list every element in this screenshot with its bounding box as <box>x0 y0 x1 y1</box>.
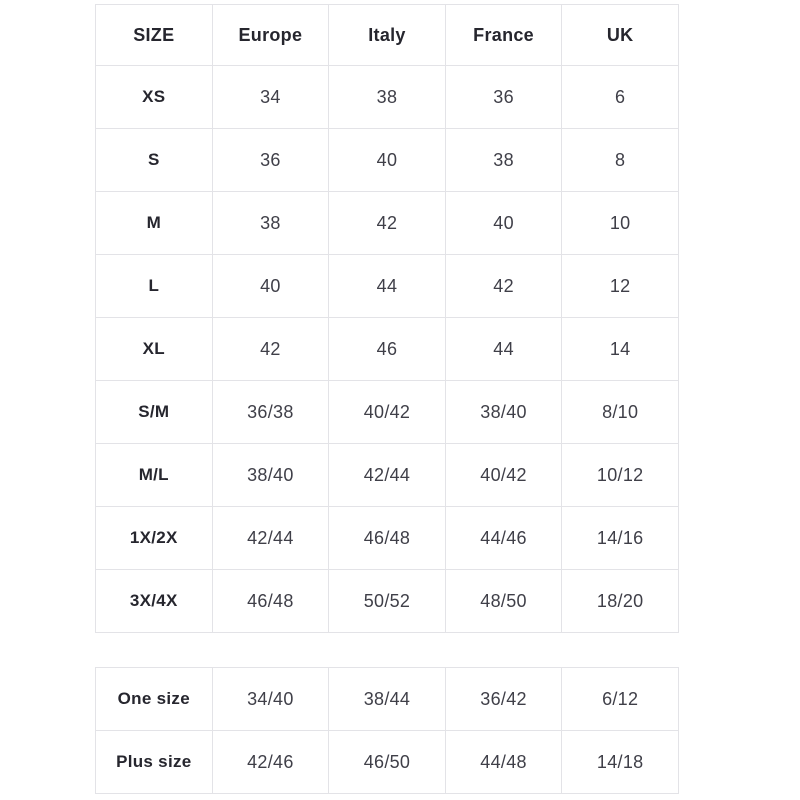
table-row <box>96 444 679 507</box>
table-row <box>96 381 679 444</box>
size-value-cell: 48/50 <box>445 570 562 633</box>
size-value-cell: 6/12 <box>562 668 679 731</box>
size-value-cell: 46/50 <box>329 731 446 794</box>
size-value-cell: 8 <box>562 129 679 192</box>
size-value-cell: 38/44 <box>329 668 446 731</box>
special-sizes-table <box>95 667 679 794</box>
column-header-uk: UK <box>562 5 679 66</box>
size-value-cell: 14 <box>562 318 679 381</box>
size-value-cell: 44 <box>329 255 446 318</box>
size-label-cell: M/L <box>96 444 213 507</box>
table-row <box>96 507 679 570</box>
table-row <box>96 318 679 381</box>
size-value-cell: 38/40 <box>445 381 562 444</box>
size-value-cell: 42 <box>445 255 562 318</box>
size-value-cell: 34/40 <box>212 668 329 731</box>
table-row <box>96 255 679 318</box>
special-sizes-table-body <box>96 668 679 794</box>
size-label-cell: One size <box>96 668 213 731</box>
table-row <box>96 731 679 794</box>
size-value-cell: 36/42 <box>445 668 562 731</box>
column-header-france: France <box>445 5 562 66</box>
size-value-cell: 10 <box>562 192 679 255</box>
size-label-cell: XL <box>96 318 213 381</box>
size-value-cell: 38/40 <box>212 444 329 507</box>
size-value-cell: 36 <box>445 66 562 129</box>
size-value-cell: 34 <box>212 66 329 129</box>
size-value-cell: 46 <box>329 318 446 381</box>
size-value-cell: 44/46 <box>445 507 562 570</box>
size-label-cell: Plus size <box>96 731 213 794</box>
size-value-cell: 40/42 <box>329 381 446 444</box>
size-value-cell: 38 <box>445 129 562 192</box>
header-row <box>96 5 679 66</box>
size-value-cell: 44 <box>445 318 562 381</box>
size-value-cell: 40 <box>212 255 329 318</box>
size-value-cell: 42/46 <box>212 731 329 794</box>
size-value-cell: 42/44 <box>212 507 329 570</box>
size-label-cell: 3X/4X <box>96 570 213 633</box>
size-label-cell: M <box>96 192 213 255</box>
size-conversion-table <box>95 4 679 633</box>
size-value-cell: 50/52 <box>329 570 446 633</box>
size-value-cell: 42 <box>329 192 446 255</box>
size-value-cell: 18/20 <box>562 570 679 633</box>
table-row <box>96 668 679 731</box>
table-row <box>96 129 679 192</box>
size-value-cell: 14/18 <box>562 731 679 794</box>
size-value-cell: 8/10 <box>562 381 679 444</box>
column-header-size: SIZE <box>96 5 213 66</box>
table-row <box>96 192 679 255</box>
size-label-cell: L <box>96 255 213 318</box>
size-value-cell: 40/42 <box>445 444 562 507</box>
size-value-cell: 36 <box>212 129 329 192</box>
column-header-europe: Europe <box>212 5 329 66</box>
size-value-cell: 46/48 <box>329 507 446 570</box>
size-value-cell: 12 <box>562 255 679 318</box>
size-value-cell: 10/12 <box>562 444 679 507</box>
size-value-cell: 38 <box>212 192 329 255</box>
size-value-cell: 40 <box>445 192 562 255</box>
table-row <box>96 66 679 129</box>
size-value-cell: 46/48 <box>212 570 329 633</box>
size-table-body <box>96 66 679 633</box>
size-value-cell: 42/44 <box>329 444 446 507</box>
size-value-cell: 14/16 <box>562 507 679 570</box>
size-label-cell: 1X/2X <box>96 507 213 570</box>
size-value-cell: 6 <box>562 66 679 129</box>
table-row <box>96 570 679 633</box>
size-label-cell: XS <box>96 66 213 129</box>
column-header-italy: Italy <box>329 5 446 66</box>
size-label-cell: S/M <box>96 381 213 444</box>
size-value-cell: 36/38 <box>212 381 329 444</box>
size-value-cell: 40 <box>329 129 446 192</box>
size-value-cell: 44/48 <box>445 731 562 794</box>
size-value-cell: 38 <box>329 66 446 129</box>
size-label-cell: S <box>96 129 213 192</box>
size-value-cell: 42 <box>212 318 329 381</box>
